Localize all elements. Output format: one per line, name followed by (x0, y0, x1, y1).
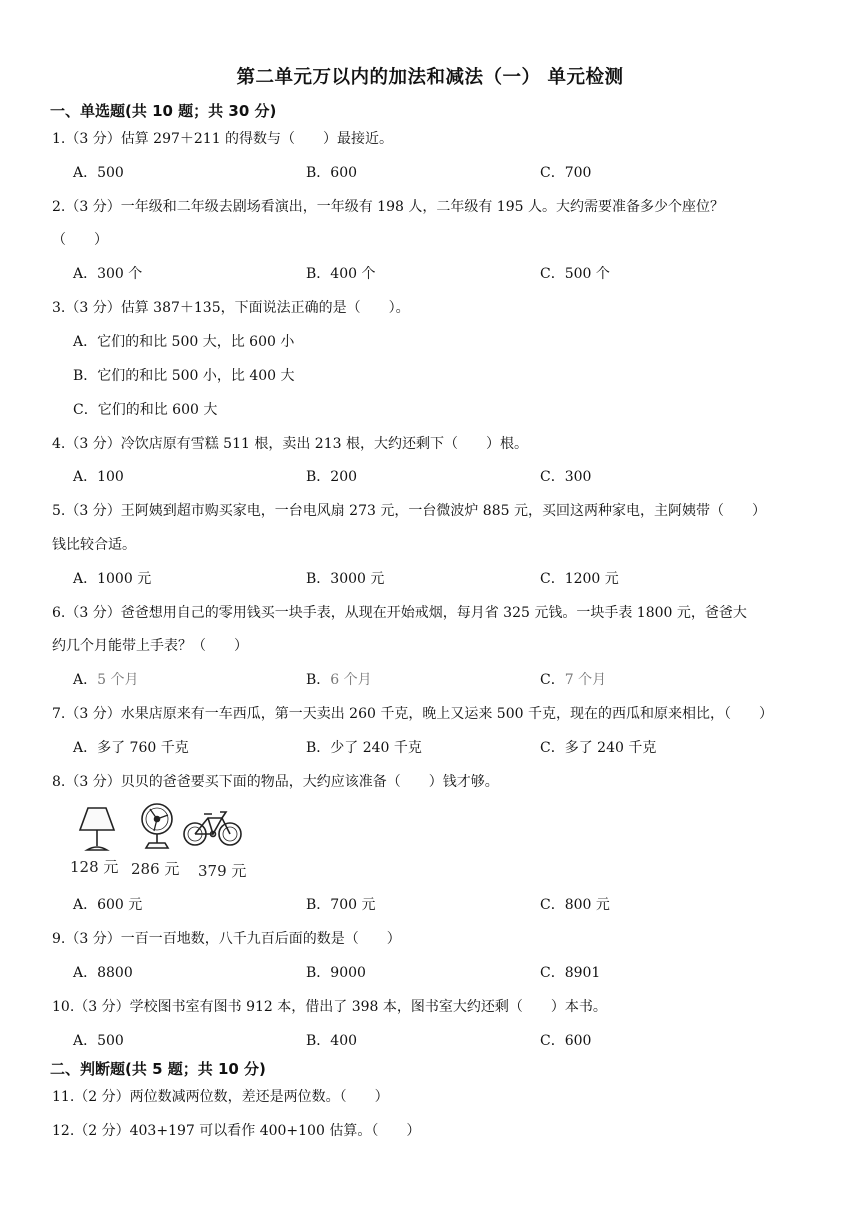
question-1-text: 1.（3 分）估算 297＋211 的得数与（ ）最接近。 (52, 131, 394, 147)
q5-option-c[interactable]: C．1200 元 (540, 571, 619, 587)
q8-option-b[interactable]: B．700 元 (306, 897, 376, 913)
q8-option-c[interactable]: C．800 元 (540, 897, 610, 913)
question-10-text: 10.（3 分）学校图书室有图书 912 本，借出了 398 本，图书室大约还剩（ ）本书。 (52, 999, 607, 1015)
q10-option-a[interactable]: A．500 (73, 1033, 124, 1049)
q10-option-b[interactable]: B．400 (306, 1033, 358, 1049)
question-8-text: 8.（3 分）贝贝的爸爸要买下面的物品，大约应该准备（ ）钱才够。 (52, 774, 499, 790)
question-11-text: 11.（2 分）两位数减两位数，差还是两位数。（ ） (52, 1089, 389, 1105)
q6-option-b[interactable] (306, 669, 372, 689)
q7-option-b[interactable]: B．少了 240 千克 (306, 740, 422, 756)
q3-option-b[interactable]: B．它们的和比 500 小，比 400 大 (73, 368, 295, 384)
question-4-text: 4.（3 分）冷饮店原有雪糕 511 根，卖出 213 根，大约还剩下（ ）根。 (52, 436, 528, 452)
bicycle-price: 379 元 (198, 862, 247, 880)
q2-option-c[interactable]: C．500 个 (540, 266, 610, 282)
q5-option-a[interactable]: A．1000 元 (73, 571, 152, 587)
question-5-text-cont: 钱比较合适。 (52, 537, 136, 553)
q6-option-c[interactable] (540, 669, 606, 689)
q7-option-c[interactable]: C．多了 240 千克 (540, 740, 657, 756)
q6-option-b-letter: B． (306, 672, 331, 688)
question-6-text-cont: 约几个月能带上手表？（ ） (52, 638, 248, 654)
q10-option-c[interactable]: C．600 (540, 1033, 592, 1049)
question-3-text: 3.（3 分）估算 387＋135，下面说法正确的是（ ）。 (52, 300, 410, 316)
question-7-text: 7.（3 分）水果店原来有一车西瓜，第一天卖出 260 千克，晚上又运来 500 千克，现在的西瓜和原来相比，（ ） (52, 706, 773, 722)
q6-option-a[interactable] (73, 669, 138, 689)
q1-option-a[interactable]: A．500 (73, 165, 124, 181)
q6-option-b-value: 6 个月 (330, 672, 372, 688)
q6-option-c-value: 7 个月 (564, 672, 607, 688)
q1-option-b[interactable]: B．600 (306, 165, 358, 181)
item-pictures (70, 800, 250, 885)
question-9-text: 9.（3 分）一百一百地数，八千九百后面的数是（ ） (52, 931, 401, 947)
q9-option-c[interactable]: C．8901 (540, 965, 601, 981)
q4-option-b[interactable]: B．200 (306, 469, 358, 485)
question-2-text: 2.（3 分）一年级和二年级去剧场看演出，一年级有 198 人，二年级有 195 人。大约需要准备多少个座位？ (52, 199, 724, 215)
q9-option-b[interactable]: B．9000 (306, 965, 366, 981)
q6-option-c-letter: C． (540, 672, 565, 688)
q6-option-a-value: 5 个月 (97, 672, 139, 688)
q8-option-a[interactable]: A．600 元 (73, 897, 143, 913)
section-heading-single-choice: 一、单选题(共 10 题；共 30 分) (50, 102, 277, 120)
question-2-text-cont: （ ） (52, 232, 108, 248)
q4-option-c[interactable]: C．300 (540, 469, 592, 485)
q3-option-c[interactable]: C．它们的和比 600 大 (73, 402, 218, 418)
question-12-text: 12.（2 分）403+197 可以看作 400+100 估算。（ ） (52, 1123, 421, 1139)
bicycle-icon (184, 812, 241, 845)
fan-price: 286 元 (131, 860, 180, 878)
q4-option-a[interactable]: A．100 (73, 469, 124, 485)
lamp-icon (80, 808, 114, 850)
q2-option-a[interactable]: A．300 个 (73, 266, 143, 282)
q7-option-a[interactable]: A．多了 760 千克 (73, 740, 189, 756)
q2-option-b[interactable]: B．400 个 (306, 266, 376, 282)
fan-icon (142, 804, 172, 848)
question-6-text: 6.（3 分）爸爸想用自己的零用钱买一块手表，从现在开始戒烟，每月省 325 元钱。一块手表 1800 元，爸爸大 (52, 605, 747, 621)
lamp-price: 128 元 (70, 858, 119, 876)
question-5-text: 5.（3 分）王阿姨到超市购买家电，一台电风扇 273 元，一台微波炉 885 元，买回这两种家电，主阿姨带（ ） (52, 503, 766, 519)
q9-option-a[interactable]: A．8800 (73, 965, 133, 981)
page-title: 第二单元万以内的加法和减法（一） 单元检测 (236, 67, 624, 88)
q6-option-a-letter: A． (73, 672, 98, 688)
q5-option-b[interactable]: B．3000 元 (306, 571, 385, 587)
q3-option-a[interactable]: A．它们的和比 500 大，比 600 小 (73, 334, 295, 350)
section-heading-true-false: 二、判断题(共 5 题；共 10 分) (50, 1060, 266, 1078)
q1-option-c[interactable]: C．700 (540, 165, 592, 181)
